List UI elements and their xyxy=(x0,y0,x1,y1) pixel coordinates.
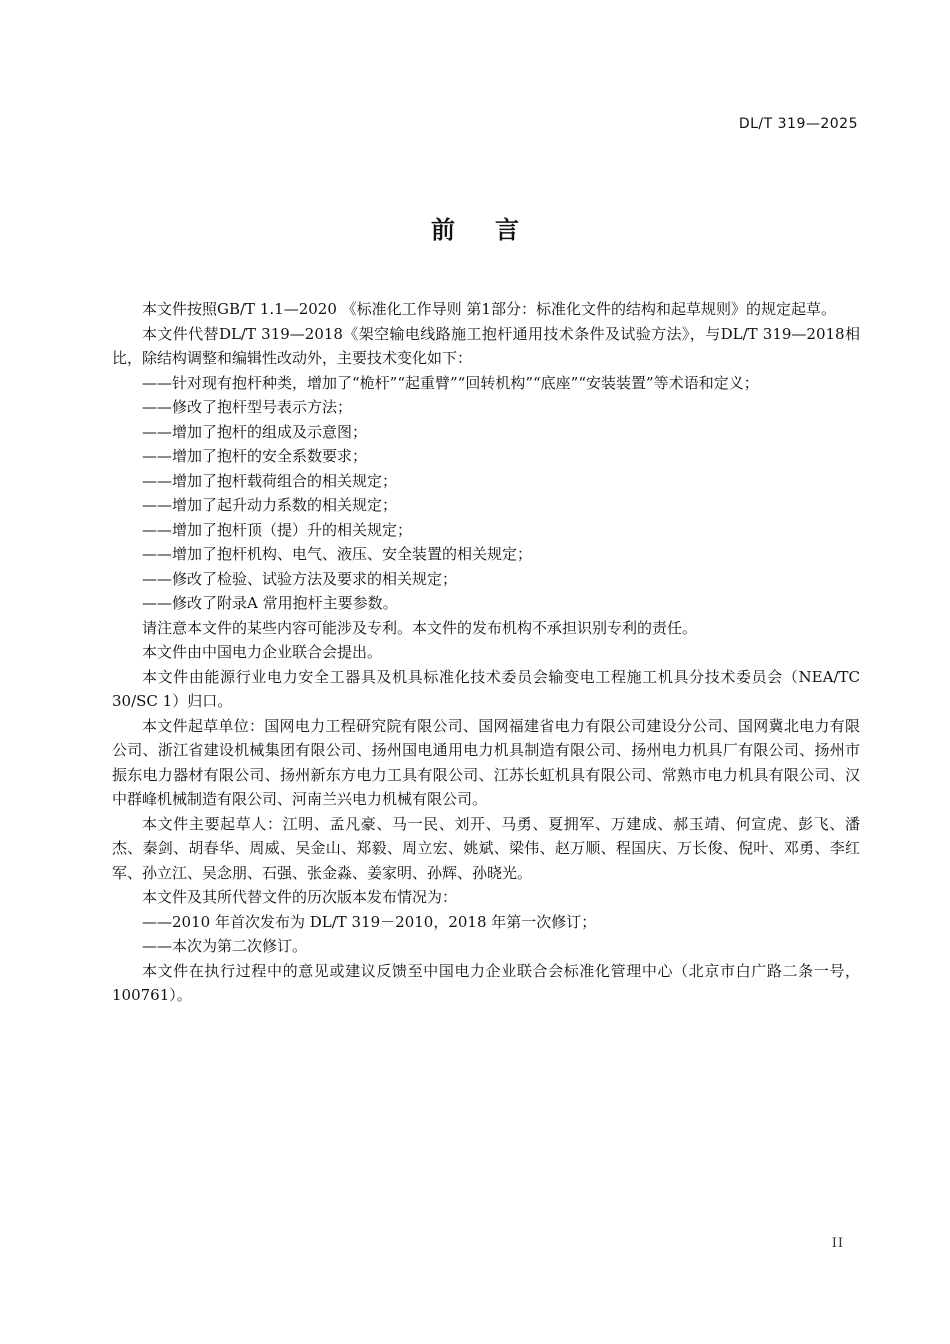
document-code: DL/T 319—2025 xyxy=(738,116,858,132)
change-item: ——增加了起升动力系数的相关规定； xyxy=(142,496,398,514)
paragraph-replacement: 本文件代替DL/T 319—2018《架空输电线路施工抱杆通用技术条件及试验方法》，与DL/T 319—2018相比，除结构调整和编辑性改动外，主要技术变化如下： xyxy=(112,324,860,367)
paragraph-committee: 本文件由能源行业电力安全工器具及机具标准化技术委员会输变电工程施工机具分技术委员会（NEA/TC 30/SC 1）归口。 xyxy=(112,667,860,710)
history-item: ——2010 年首次发布为 DL/T 319－2010，2018 年第一次修订； xyxy=(142,912,597,931)
change-item: ——修改了检验、试验方法及要求的相关规定； xyxy=(142,569,458,588)
history-item: ——本次为第二次修订。 xyxy=(142,937,308,955)
paragraph-feedback: 本文件在执行过程中的意见或建议反馈至中国电力企业联合会标准化管理中心（北京市白广路二条一号，100761）。 xyxy=(112,961,860,1004)
change-item: ——增加了抱杆的组成及示意图； xyxy=(142,422,368,441)
page-number: II xyxy=(831,1236,844,1251)
change-item: ——增加了抱杆的安全系数要求； xyxy=(142,447,368,465)
paragraph-drafting-basis: 本文件按照GB/T 1.1—2020 《标准化工作导则 第1部分：标准化文件的结构和起草规则》的规定起草。 xyxy=(142,300,836,318)
change-item: ——增加了抱杆载荷组合的相关规定； xyxy=(142,471,398,490)
paragraph-drafters: 本文件主要起草人：江明、孟凡豪、马一民、刘开、马勇、夏拥军、万建成、郝玉靖、何宣虎、彭飞、潘杰、秦剑、胡春华、周威、吴金山、郑毅、周立宏、姚斌、梁伟、赵万顺、程国庆、万长俊、倪叶、邓勇、李红军、孙立江、吴念朋、石强、张金淼、姜家明、孙辉、孙晓光。 xyxy=(112,814,860,882)
foreword-body xyxy=(112,297,860,1008)
paragraph-patent-notice: 请注意本文件的某些内容可能涉及专利。本文件的发布机构不承担识别专利的责任。 xyxy=(142,618,698,637)
paragraph-history-intro: 本文件及其所代替文件的历次版本发布情况为： xyxy=(142,888,458,906)
change-item: ——增加了抱杆顶（提）升的相关规定； xyxy=(142,520,413,539)
page-title: 前言 xyxy=(431,216,559,244)
paragraph-proposer: 本文件由中国电力企业联合会提出。 xyxy=(142,643,383,661)
change-item: ——针对现有抱杆种类，增加了“桅杆”“起重臂”“回转机构”“底座”“安装装置”等术语和定义； xyxy=(142,373,759,392)
change-item: ——增加了抱杆机构、电气、液压、安全装置的相关规定； xyxy=(142,545,533,563)
paragraph-drafting-units: 本文件起草单位：国网电力工程研究院有限公司、国网福建省电力有限公司建设分公司、国网冀北电力有限公司、浙江省建设机械集团有限公司、扬州国电通用电力机具制造有限公司、扬州电力机具厂有限公司、扬州市振东电力器材有限公司、扬州新东方电力工具有限公司、江苏长虹机具有限公司、常熟市电力机具有限公司、汉中群峰机械制造有限公司、河南兰兴电力机械有限公司。 xyxy=(112,716,860,808)
change-item: ——修改了附录A 常用抱杆主要参数。 xyxy=(142,594,398,612)
change-item: ——修改了抱杆型号表示方法； xyxy=(142,398,353,416)
